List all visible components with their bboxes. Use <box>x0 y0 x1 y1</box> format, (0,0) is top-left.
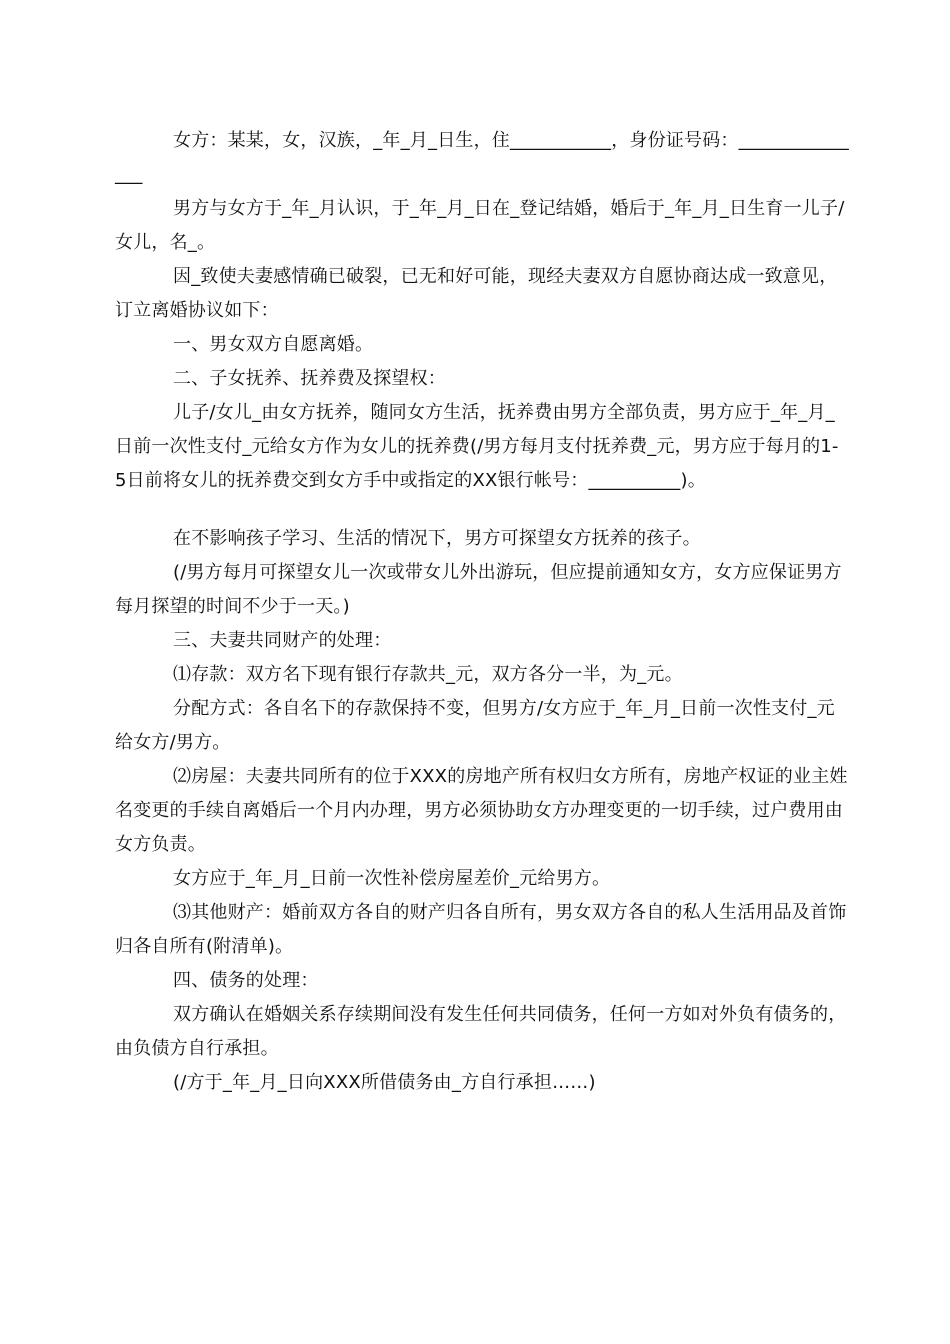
debt-note: (/方于_年_月_日向XXX所借债务由_方自行承担……) <box>173 1072 596 1093</box>
visitation-right: 在不影响孩子学习、生活的情况下，男方可探望女方抚养的孩子。 <box>173 528 701 549</box>
child-custody-support: 儿子/女儿_由女方抚养，随同女方生活，抚养费由男方全部负责，男方应于_年_月_日前一次性支付_元给女方作为女儿的抚养费(/男方每月支付抚养费_元，男方应于每月的1-5日前将女儿的抚养费交到女方手中或指定的XX银行帐号：__________)。 <box>115 402 839 491</box>
agreement-body <box>115 124 850 1100</box>
housing-compensation: 女方应于_年_月_日前一次性补偿房屋差价_元给男方。 <box>173 868 611 889</box>
paragraph-gap <box>115 498 850 522</box>
deposit-distribution: 分配方式：各自名下的存款保持不变，但男方/女方应于_年_月_日前一次性支付_元给女方/男方。 <box>115 698 835 753</box>
debt-confirmation: 双方确认在婚姻关系存续期间没有发生任何共同债务，任何一方如对外负有债务的，由负债方自行承担。 <box>115 1004 847 1059</box>
deposits-item: ⑴存款：双方名下现有银行存款共_元，双方各分一半，为_元。 <box>173 664 683 685</box>
housing-item: ⑵房屋：夫妻共同所有的位于XXX的房地产所有权归女方所有，房地产权证的业主姓名变更的手续自离婚后一个月内办理，男方必须协助女方办理变更的一切手续，过户费用由女方负责。 <box>115 766 848 855</box>
clause-1-voluntary-divorce: 一、男女双方自愿离婚。 <box>173 334 374 355</box>
clause-3-heading: 三、夫妻共同财产的处理： <box>173 630 392 651</box>
clause-2-heading: 二、子女抚养、抚养费及探望权： <box>173 368 446 389</box>
marriage-history: 男方与女方于_年_月认识，于_年_月_日在_登记结婚，婚后于_年_月_日生育一儿子/女儿，名_。 <box>115 198 845 253</box>
divorce-reason: 因_致使夫妻感情确已破裂，已无和好可能，现经夫妻双方自愿协商达成一致意见，订立离婚协议如下： <box>115 266 838 321</box>
clause-4-heading: 四、债务的处理： <box>173 970 319 991</box>
female-party-info: 女方：某某，女，汉族，_年_月_日生，住___________，身份证号码：_______________ <box>115 130 849 185</box>
visitation-details: (/男方每月可探望女儿一次或带女儿外出游玩，但应提前通知女方，女方应保证男方每月探望的时间不少于一天。) <box>115 562 842 617</box>
other-property-item: ⑶其他财产：婚前双方各自的财产归各自所有，男女双方各自的私人生活用品及首饰归各自所有(附清单)。 <box>115 902 847 957</box>
